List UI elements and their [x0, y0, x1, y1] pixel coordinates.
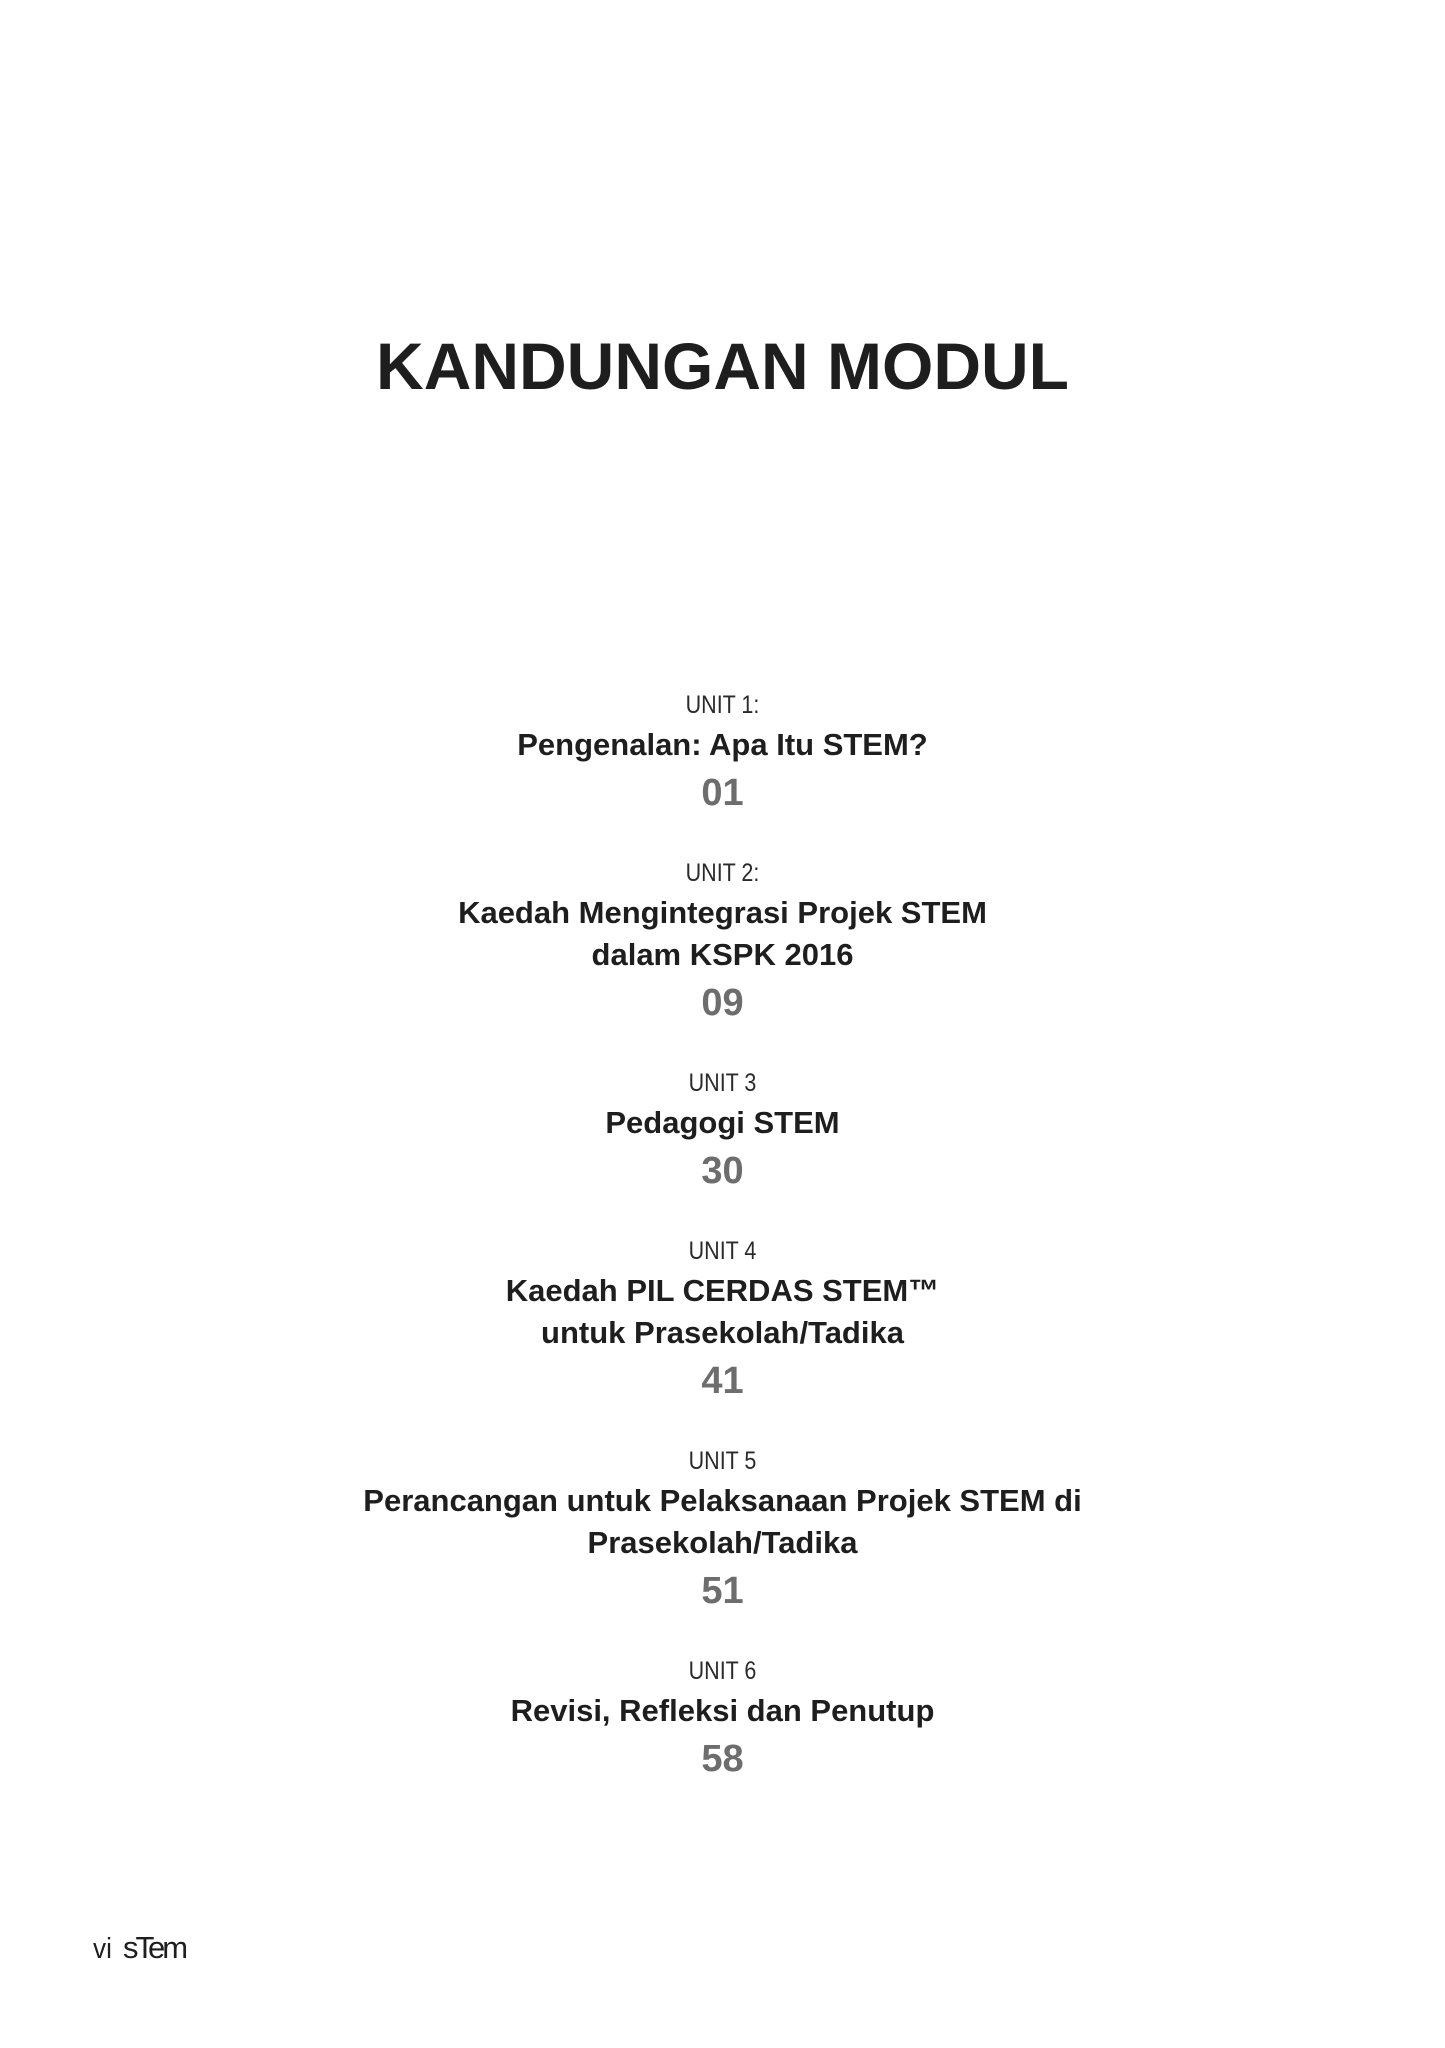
toc-entry-unit-1[interactable]	[0, 690, 1445, 818]
unit-title-line: Kaedah PIL CERDAS STEM™	[505, 1273, 940, 1308]
unit-title-line: Prasekolah/Tadika	[587, 1525, 858, 1560]
folio-page-number: vi	[93, 1933, 112, 1965]
table-of-contents	[0, 690, 1445, 1784]
toc-entry-unit-6[interactable]	[0, 1656, 1445, 1784]
unit-label: UNIT 4	[688, 1237, 757, 1265]
unit-label: UNIT 3	[688, 1069, 757, 1097]
unit-title-line: dalam KSPK 2016	[591, 937, 854, 972]
unit-title	[0, 1270, 1445, 1354]
unit-page-number: 51	[701, 1570, 744, 1612]
unit-title-line: Kaedah Mengintegrasi Projek STEM	[458, 895, 987, 930]
unit-title	[0, 724, 1445, 766]
toc-entry-unit-2[interactable]	[0, 858, 1445, 1028]
unit-title-line: untuk Prasekolah/Tadika	[541, 1315, 904, 1350]
unit-label: UNIT 2:	[685, 859, 760, 887]
unit-page-number: 41	[701, 1360, 744, 1402]
unit-label: UNIT 6	[688, 1657, 757, 1685]
unit-title	[0, 1102, 1445, 1144]
unit-page-number: 09	[701, 982, 744, 1024]
unit-page-number: 01	[701, 772, 744, 814]
unit-title	[0, 1690, 1445, 1732]
unit-label: UNIT 5	[688, 1447, 757, 1475]
stem-logo: sTem	[122, 1930, 186, 1965]
unit-title-line: Pengenalan: Apa Itu STEM?	[517, 727, 928, 762]
unit-page-number: 30	[701, 1150, 744, 1192]
toc-entry-unit-5[interactable]	[0, 1446, 1445, 1616]
unit-title	[0, 1480, 1445, 1564]
page-title: KANDUNGAN MODUL	[376, 329, 1069, 403]
toc-entry-unit-3[interactable]	[0, 1068, 1445, 1196]
unit-title-line: Revisi, Refleksi dan Penutup	[510, 1693, 935, 1728]
unit-label: UNIT 1:	[685, 691, 760, 719]
unit-title-line: Perancangan untuk Pelaksanaan Projek STEM di	[363, 1483, 1082, 1518]
unit-title	[0, 892, 1445, 976]
page-footer	[92, 1930, 185, 1970]
unit-page-number: 58	[701, 1738, 744, 1780]
unit-title-line: Pedagogi STEM	[605, 1105, 840, 1140]
toc-entry-unit-4[interactable]	[0, 1236, 1445, 1406]
